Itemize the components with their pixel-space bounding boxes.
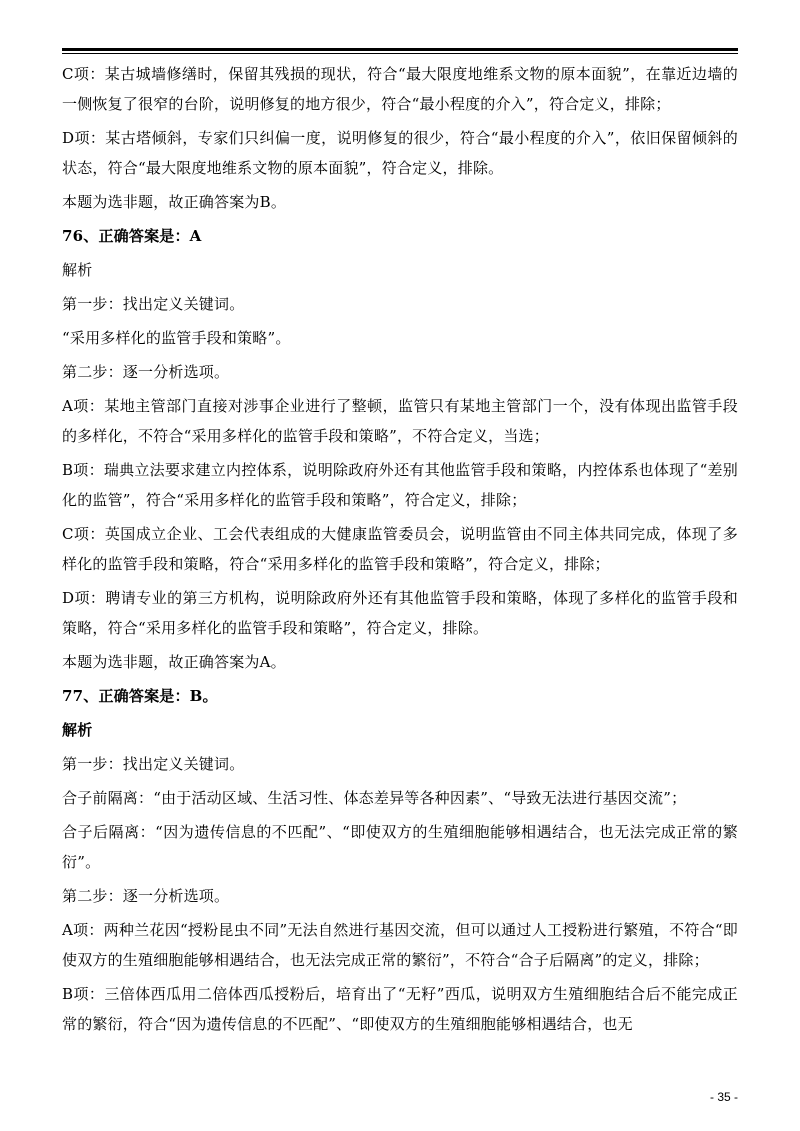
paragraph: 第一步：找出定义关键词。 <box>62 755 245 773</box>
paragraph: 本题为选非题，故正确答案为B。 <box>62 193 287 211</box>
paragraph: 第一步：找出定义关键词。 <box>62 295 245 313</box>
paragraph: C项：英国成立企业、工会代表组成的大健康监管委员会，说明监管由不同主体共同完成，体现了多样化的监管手段和策略，符合“采用多样化的监管手段和策略”，符合定义，排除； <box>62 525 738 573</box>
analysis-label: 解析 <box>62 261 93 279</box>
page-number: - 35 - <box>709 1090 738 1104</box>
paragraph: C项：某古城墙修缮时，保留其残损的现状，符合“最大限度地维系文物的原本面貌”，在靠近边墙的一侧恢复了很窄的台阶，说明修复的地方很少，符合“最小程度的介入”，符合定义，排除； <box>62 65 738 113</box>
paragraph: B项：三倍体西瓜用二倍体西瓜授粉后，培育出了“无籽”西瓜，说明双方生殖细胞结合后不能完成正常的繁衍，符合“因为遗传信息的不匹配”、“即使双方的生殖细胞能够相遇结合，也无 <box>62 985 738 1033</box>
paragraph: 本题为选非题，故正确答案为A。 <box>62 653 286 671</box>
document-body <box>62 59 738 1043</box>
header-rule-thin <box>62 53 738 54</box>
paragraph: 第二步：逐一分析选项。 <box>62 363 230 381</box>
paragraph: A项：某地主管部门直接对涉事企业进行了整顿，监管只有某地主管部门一个，没有体现出监管手段的多样化，不符合“采用多样化的监管手段和策略”，不符合定义，当选； <box>62 397 738 445</box>
header-rule-thick <box>62 48 738 51</box>
paragraph: A项：两种兰花因“授粉昆虫不同”无法自然进行基因交流，但可以通过人工授粉进行繁殖，不符合“即使双方的生殖细胞能够相遇结合，也无法完成正常的繁衍”，不符合“合子后隔离”的定义，排除； <box>62 921 738 969</box>
paragraph: D项：某古塔倾斜，专家们只纠偏一度，说明修复的很少，符合“最小程度的介入”，依旧保留倾斜的状态，符合“最大限度地维系文物的原本面貌”，符合定义，排除。 <box>62 129 738 177</box>
answer-heading: 76、正确答案是：A <box>62 227 202 245</box>
paragraph: 合子前隔离：“由于活动区域、生活习性、体态差异等各种因素”、“导致无法进行基因交流”； <box>62 789 687 807</box>
answer-heading: 77、正确答案是：B。 <box>62 687 218 705</box>
paragraph: B项：瑞典立法要求建立内控体系，说明除政府外还有其他监管手段和策略，内控体系也体现了“差别化的监管”，符合“采用多样化的监管手段和策略”，符合定义，排除； <box>62 461 738 509</box>
paragraph: “采用多样化的监管手段和策略”。 <box>62 329 291 347</box>
paragraph: 合子后隔离：“因为遗传信息的不匹配”、“即使双方的生殖细胞能够相遇结合，也无法完成正常的繁衍”。 <box>62 823 738 871</box>
paragraph: D项：聘请专业的第三方机构，说明除政府外还有其他监管手段和策略，体现了多样化的监管手段和策略，符合“采用多样化的监管手段和策略”，符合定义，排除。 <box>62 589 738 637</box>
analysis-label: 解析 <box>62 721 93 739</box>
paragraph: 第二步：逐一分析选项。 <box>62 887 230 905</box>
